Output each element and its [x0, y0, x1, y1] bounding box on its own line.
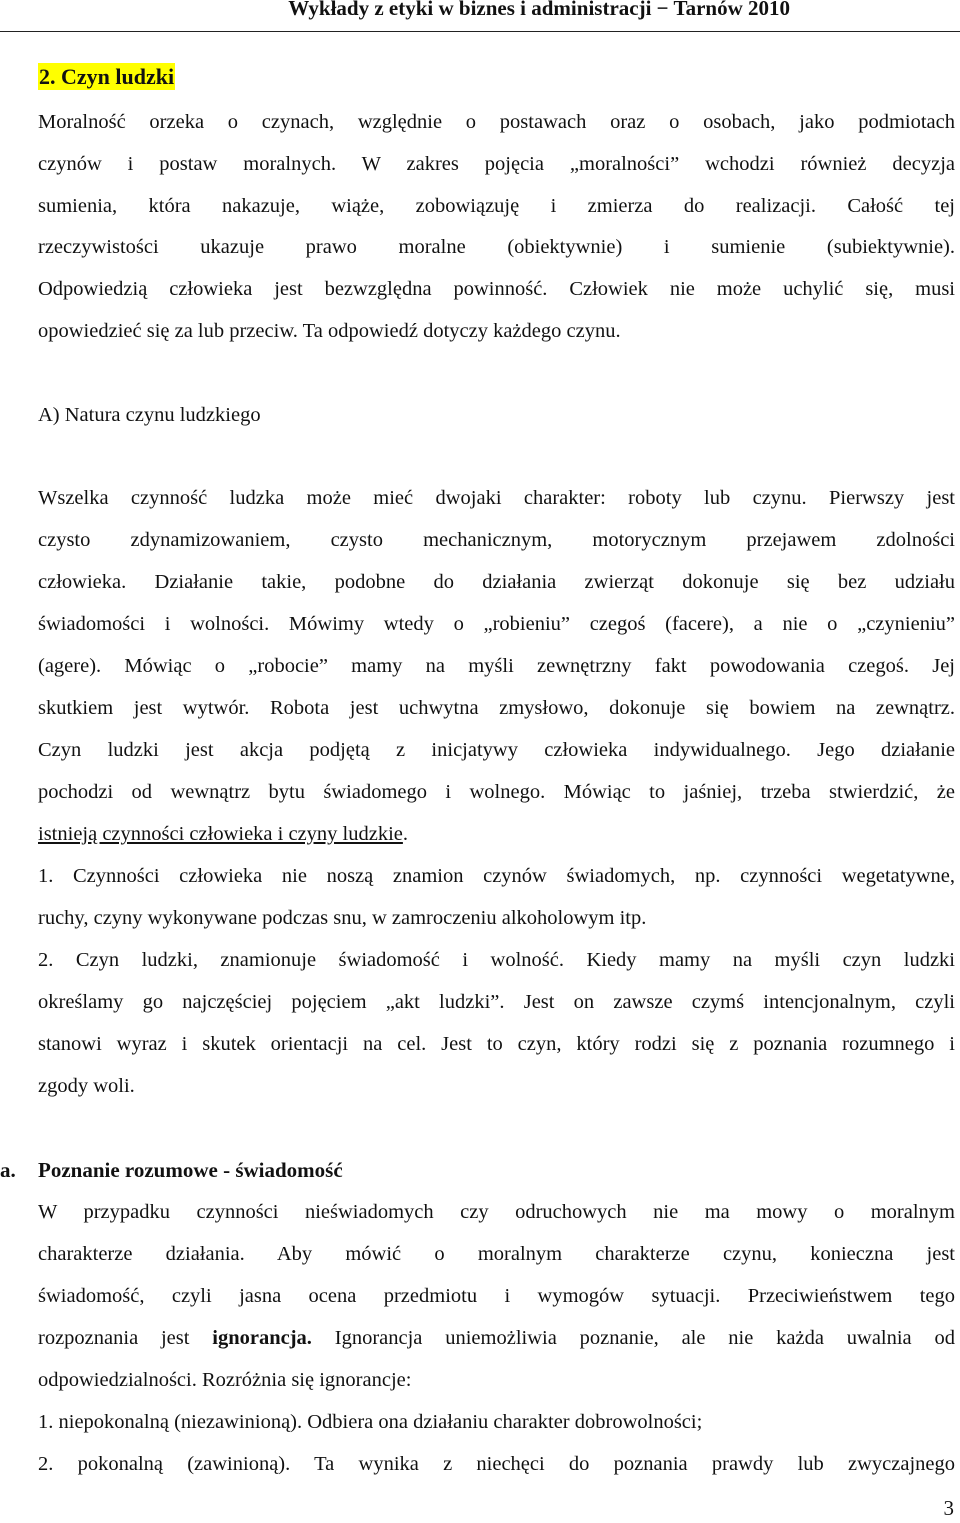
list-item-line: określamy go najczęściej pojęciem „akt ludzki”. Jest on zawsze czymś intencjonalnym, czyli [38, 991, 955, 1013]
paragraph-line: pochodzi od wewnątrz bytu świadomego i wolnego. Mówiąc to jaśniej, trzeba stwierdzić, że [38, 781, 955, 803]
paragraph-line: odpowiedzialności. Rozróżnia się ignorancje: [38, 1369, 412, 1391]
paragraph-line: człowieka. Działanie takie, podobne do działania zwierząt dokonuje się bez udziału [38, 571, 955, 593]
list-item-line: 1. Czynności człowieka nie noszą znamion czynów świadomych, np. czynności wegetatywne, [38, 865, 955, 887]
bold-term: ignorancja. [212, 1327, 312, 1349]
paragraph-line: rzeczywistości ukazuje prawo moralne (obiektywnie) i sumienie (subiektywnie). [38, 236, 955, 258]
paragraph-line: Wszelka czynność ludzka może mieć dwojaki charakter: roboty lub czynu. Pierwszy jest [38, 487, 955, 509]
underlined-phrase: istnieją czynności człowieka i czyny ludzkie [38, 823, 403, 845]
section-title [38, 63, 955, 91]
paragraph-line: skutkiem jest wytwór. Robota jest uchwytna zmysłowo, dokonuje się bowiem na zewnątrz. [38, 697, 955, 719]
paragraph-line: czysto zdynamizowaniem, czysto mechanicznym, motorycznym przejawem zdolności [38, 529, 955, 551]
paragraph-line: Odpowiedzią człowieka jest bezwzględna powinność. Człowiek nie może uchylić się, musi [38, 278, 955, 300]
paragraph-line: świadomość, czyli jasna ocena przedmiotu i wymogów sytuacji. Przeciwieństwem tego [38, 1285, 955, 1307]
sentence-end: . [402, 823, 409, 845]
subsubsection-marker: a. [0, 1158, 16, 1182]
paragraph-line [38, 1324, 955, 1352]
paragraph-line: W przypadku czynności nieświadomych czy odruchowych nie ma mowy o moralnym [38, 1201, 955, 1223]
paragraph-line: (agere). Mówiąc o „robocie” mamy na myśli zewnętrzny fakt powodowania czegoś. Jej [38, 655, 955, 677]
paragraph-line: sumienia, która nakazuje, wiąże, zobowiązuję i zmierza do realizacji. Całość tej [38, 195, 955, 217]
text-run: Ignorancja uniemożliwia poznanie, ale nie każda uwalnia od [311, 1327, 955, 1349]
page-number: 3 [943, 1496, 954, 1520]
paragraph-line: czynów i postaw moralnych. W zakres pojęcia „moralności” wchodzi również decyzja [38, 153, 955, 175]
paragraph-line: charakterze działania. Aby mówić o moralnym charakterze czynu, konieczna jest [38, 1243, 955, 1265]
paragraph-line [38, 820, 955, 848]
header-rule [0, 31, 960, 32]
paragraph-line: Moralność orzeka o czynach, względnie o postawach oraz o osobach, jako podmiotach [38, 111, 955, 133]
subsubsection-heading: Poznanie rozumowe - świadomość [38, 1158, 343, 1182]
paragraph-line: Czyn ludzki jest akcja podjętą z inicjatywy człowieka indywidualnego. Jego działanie [38, 739, 955, 761]
running-header: Wykłady z etyki w biznes i administracji − Tarnów 2010 [288, 0, 790, 20]
section-title-highlight: 2. Czyn ludzki [39, 64, 175, 89]
list-item-line: 2. Czyn ludzki, znamionuje świadomość i wolność. Kiedy mamy na myśli czyn ludzki [38, 949, 955, 971]
list-item-line: stanowi wyraz i skutek orientacji na cel. Jest to czyn, który rodzi się z poznania rozumnego i [38, 1033, 955, 1055]
text-run: rozpoznania jest [38, 1327, 213, 1349]
list-item-line: ruchy, czyny wykonywane podczas snu, w zamroczeniu alkoholowym itp. [38, 907, 647, 929]
subsection-heading: A) Natura czynu ludzkiego [38, 404, 261, 426]
list-item-line: 1. niepokonalną (niezawinioną). Odbiera ona działaniu charakter dobrowolności; [38, 1411, 703, 1433]
list-item-line: zgody woli. [38, 1075, 135, 1097]
paragraph-line: opowiedzieć się za lub przeciw. Ta odpowiedź dotyczy każdego czynu. [38, 320, 621, 342]
paragraph-line: świadomości i wolności. Mówimy wtedy o „robieniu” czegoś (facere), a nie o „czynieniu” [38, 613, 955, 635]
list-item-line: 2. pokonalną (zawinioną). Ta wynika z niechęci do poznania prawdy lub zwyczajnego [38, 1453, 955, 1475]
